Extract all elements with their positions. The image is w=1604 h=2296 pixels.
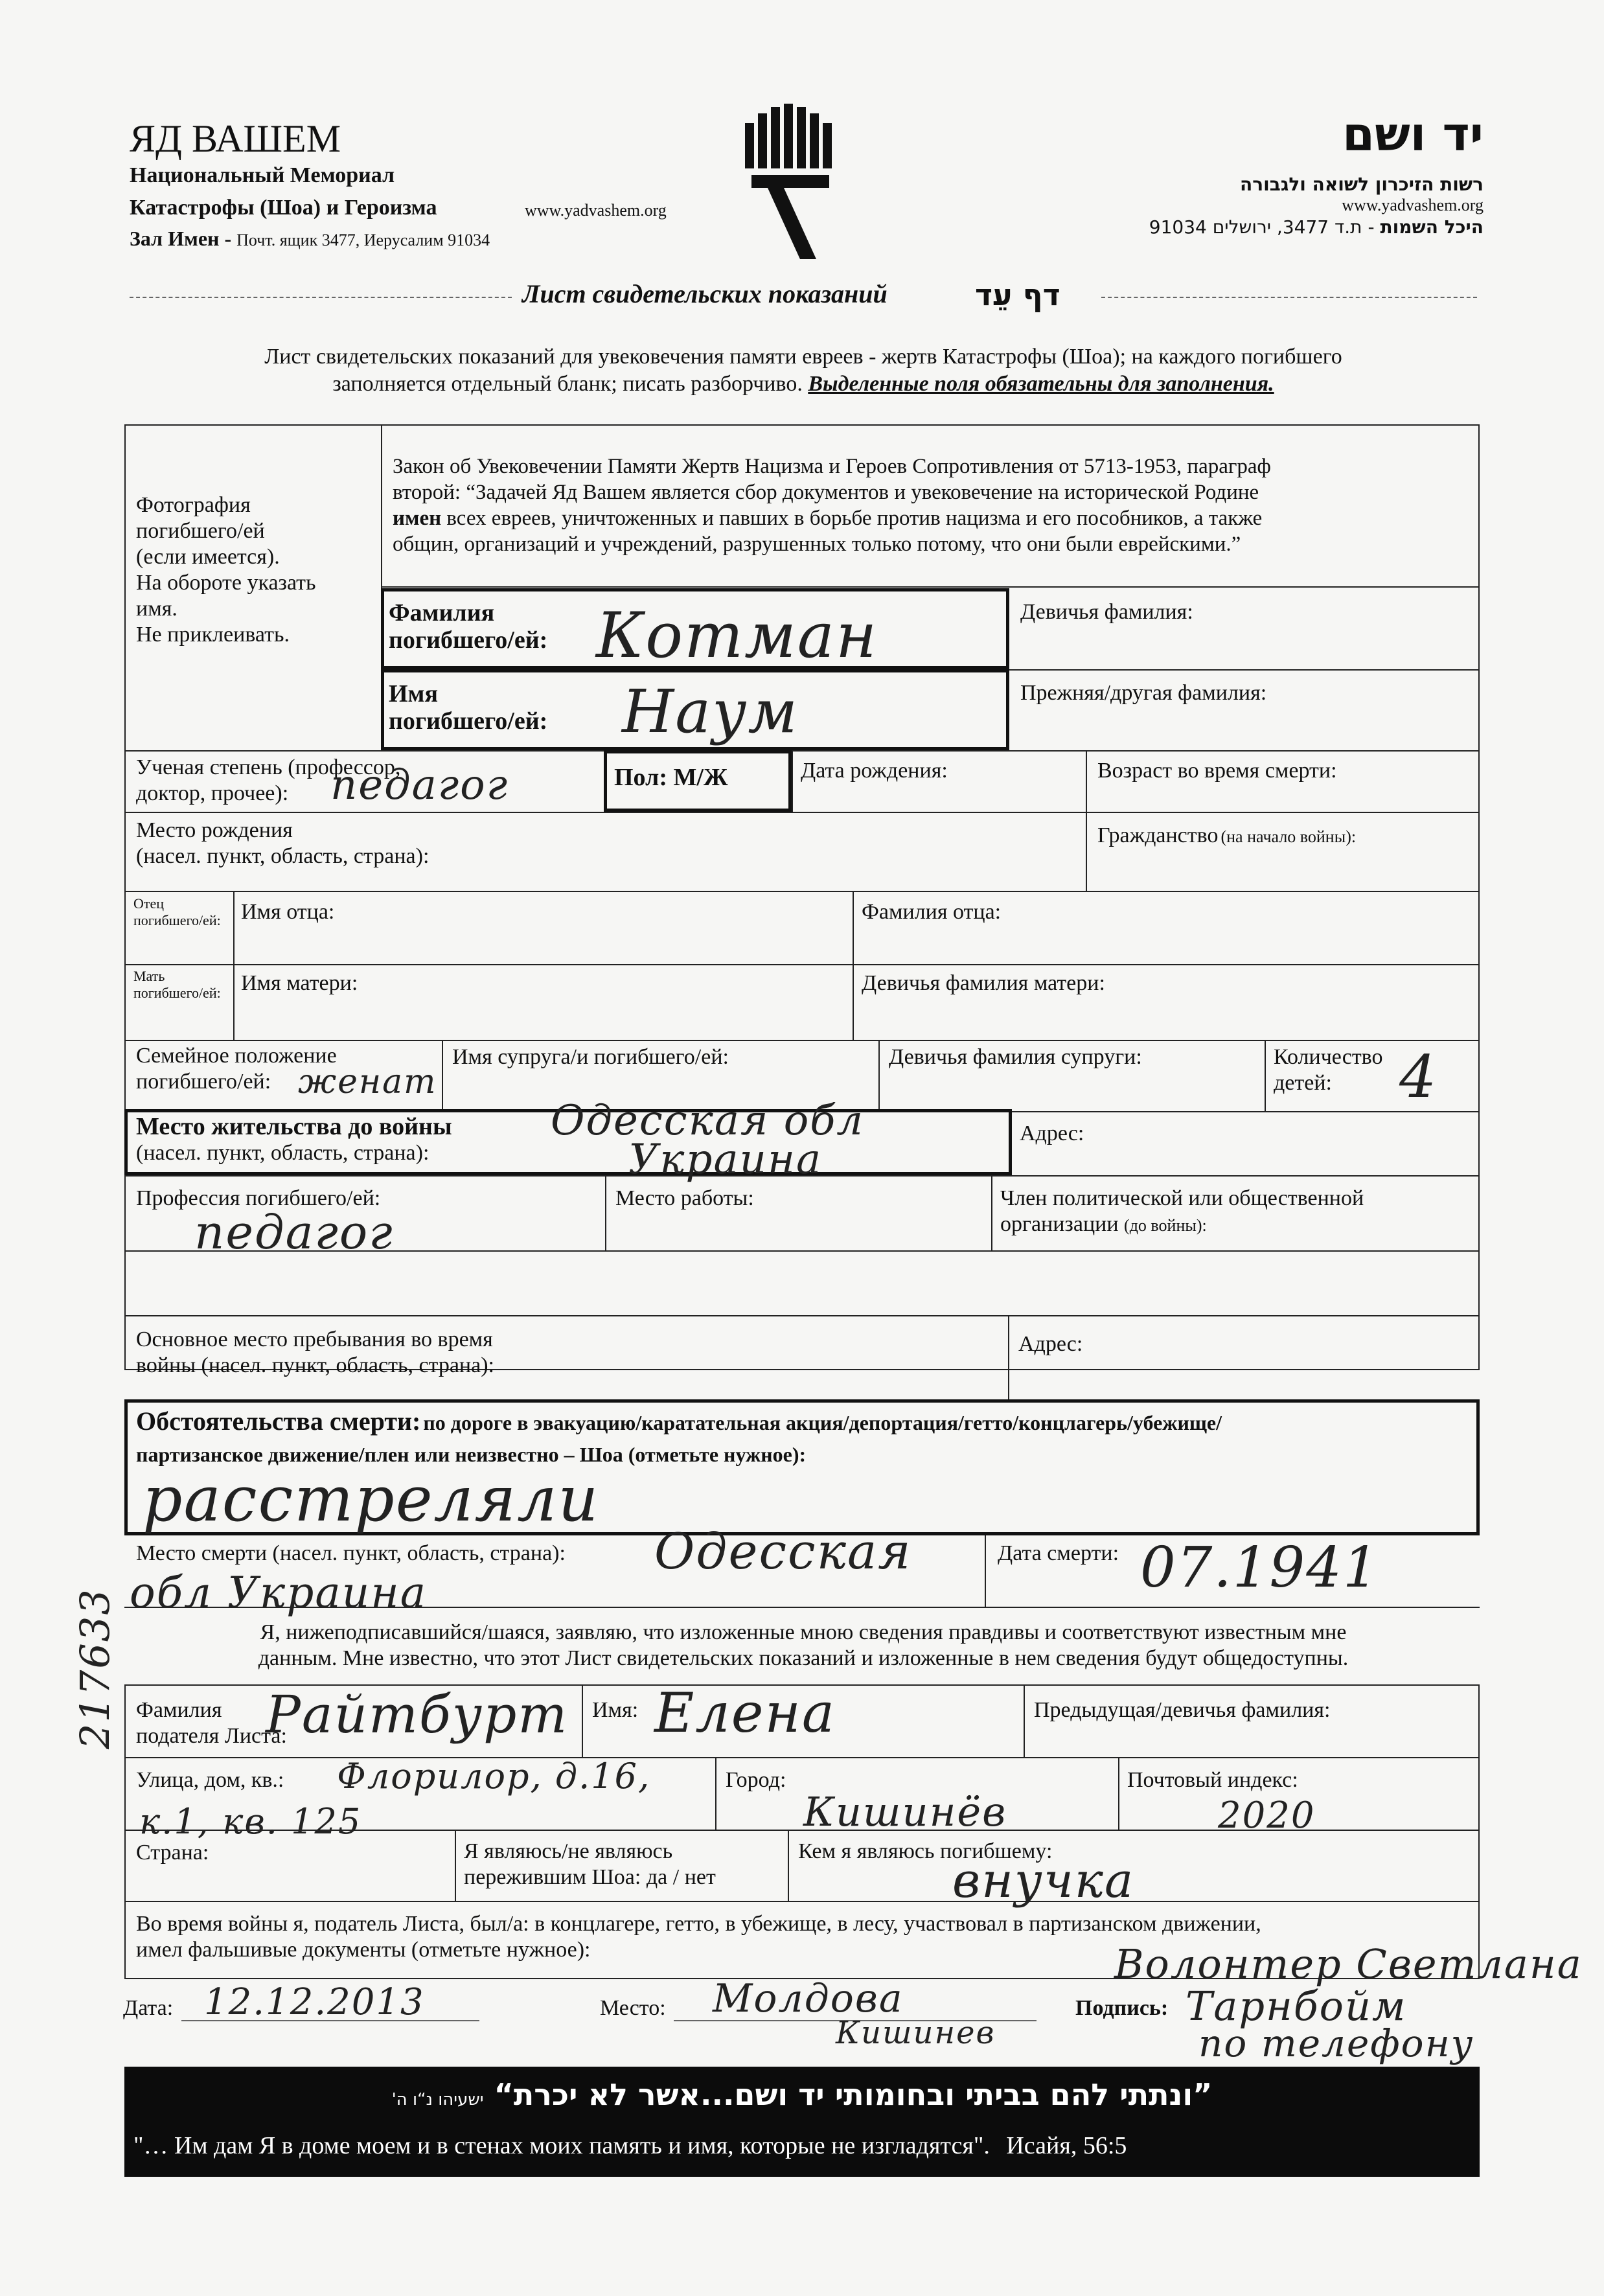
title-rule-right — [1101, 297, 1477, 298]
rule — [124, 964, 1480, 965]
children-value: 4 — [1399, 1043, 1438, 1111]
place-value-2: Кишинев — [836, 2015, 996, 2051]
dob-label: Дата рождения: — [801, 759, 948, 783]
label-line: имел фальшивые документы (отметьте нужное): — [136, 1938, 591, 1962]
label-note: (до войны): — [1124, 1216, 1207, 1235]
label-line: Фамилия — [136, 1698, 222, 1722]
label-line: погибшего/ей: — [389, 707, 548, 735]
death-date-label: Дата смерти: — [998, 1541, 1119, 1565]
submitter-surname-value: Райтбурт — [266, 1684, 569, 1745]
rule — [1118, 1757, 1119, 1830]
footer-quote-ru — [133, 2131, 1471, 2160]
he-quote: ”ונתתי להם בביתי ובחומותי יד ושם...אשר לא יכרת“ — [494, 2077, 1213, 2112]
photo-line: Фотография — [136, 493, 251, 517]
rule — [124, 891, 1480, 892]
sex-label: Пол: М/Ж — [614, 764, 728, 791]
relation-value: внучка — [952, 1853, 1135, 1909]
other-surname-label: Прежняя/другая фамилия: — [1020, 681, 1267, 705]
footer-quote-he — [124, 2077, 1480, 2112]
intro-text — [130, 343, 1477, 398]
street-label: Улица, дом, кв.: — [136, 1768, 284, 1792]
he-hall: היכל השמות — [1380, 216, 1484, 238]
photo-line: имя. — [136, 597, 178, 621]
marital-value: женат — [298, 1062, 437, 1101]
rule — [1086, 750, 1087, 891]
rule — [124, 1901, 1480, 1902]
rule — [1008, 1315, 1009, 1399]
mother-side-label: Мать погибшего/ей: — [133, 968, 221, 1001]
org-name-ru: ЯД ВАШЕМ — [130, 117, 341, 160]
label-line: подателя Листа: — [136, 1724, 287, 1748]
label-line: Количество — [1274, 1045, 1383, 1069]
rule — [124, 750, 1480, 752]
label-line: Ученая степень (профессор, — [136, 755, 401, 779]
age-at-death-label: Возраст во время смерти: — [1097, 759, 1337, 783]
zip-value: 2020 — [1218, 1795, 1316, 1837]
org-subtitle-2: Катастрофы (Шоа) и Героизма — [130, 196, 437, 220]
org-subtitle: Национальный Мемориал — [130, 163, 395, 187]
mother-name-label: Имя матери: — [241, 971, 358, 995]
law-bold-word: имен — [393, 507, 442, 530]
profession-label: Профессия погибшего/ей: — [136, 1186, 381, 1210]
submitter-prev-name-label: Предыдущая/девичья фамилия: — [1034, 1698, 1331, 1722]
hall-address: Почт. ящик 3477, Иерусалим 91034 — [236, 231, 490, 249]
father-surname-label: Фамилия отца: — [862, 900, 1002, 924]
war-address-label: Адрес: — [1018, 1332, 1083, 1356]
rule — [124, 1607, 1480, 1608]
website-left: www.yadvashem.org — [525, 201, 667, 220]
rule — [985, 1535, 986, 1607]
rule — [455, 1830, 456, 1901]
residence-address-label: Адрес: — [1020, 1121, 1084, 1145]
victim-surname-value: Котман — [596, 599, 878, 672]
residence-value-line: Украина — [628, 1136, 823, 1184]
label-line: Член политической или общественной — [1000, 1186, 1364, 1210]
label-line: (насел. пункт, область, страна): — [136, 844, 430, 868]
law-line: всех евреев, уничтоженных и павших в борьбе против нацизма и его пособников, а также — [441, 507, 1263, 530]
rule — [124, 1757, 1480, 1758]
profession-value: педагог — [194, 1205, 394, 1259]
intro-line-2: заполняется отдельный бланк; писать разборчиво. — [332, 372, 803, 396]
death-place-value-1: Одесская — [654, 1522, 912, 1580]
hall-label: Зал Имен - — [130, 227, 232, 250]
date-value: 12.12.2013 — [204, 1981, 425, 2023]
label-line: войны (насел. пункт, область, страна): — [136, 1353, 494, 1377]
residence-value-line: Одесская обл — [551, 1097, 865, 1145]
rule — [878, 1040, 880, 1111]
date-label: Дата: — [123, 1996, 174, 2020]
survivor-yes-no[interactable]: да / нет — [646, 1865, 716, 1889]
yad-vashem-logo — [739, 104, 842, 266]
law-line: общин, организаций и учреждений, разрушенных только потому, что они были еврейскими.” — [393, 533, 1241, 556]
children-label — [1274, 1044, 1383, 1096]
place-label: Место: — [600, 1996, 666, 2020]
law-line: второй: “Задачей Яд Вашем является сбор документов и увековечение на исторической Родине — [393, 481, 1259, 504]
law-line: Закон об Увековечении Памяти Жертв Нацизма и Героев Сопротивления от 5713-1953, параграф — [393, 455, 1271, 478]
death-circ-options: по дороге в эвакуацию/каратательная акция/депортация/гетто/концлагерь/убежище/ — [423, 1411, 1222, 1434]
membership-label — [1000, 1186, 1364, 1237]
submitter-name-value: Елена — [654, 1681, 836, 1745]
rule — [442, 1040, 443, 1111]
rule — [124, 1830, 1480, 1831]
street-value — [337, 1756, 650, 1797]
birthplace-label — [136, 818, 429, 869]
he-subtitle: רשות הזיכרון לשואה ולגבורה — [1240, 174, 1484, 195]
submitter-surname-label — [136, 1697, 287, 1749]
death-place-value-2: обл Украина — [130, 1568, 428, 1618]
law-text — [393, 453, 1474, 557]
maiden-name-label: Девичья фамилия: — [1020, 600, 1193, 624]
rule — [605, 1175, 606, 1250]
residence-label — [136, 1113, 452, 1166]
org-name-he: יד ושם — [1342, 107, 1484, 161]
citizenship-label: Гражданство — [1097, 823, 1219, 847]
website-right: www.yadvashem.org — [1342, 196, 1484, 214]
label-line: Фамилия — [389, 599, 495, 626]
volunteer-note-1: Волонтер Светлана — [1114, 1940, 1583, 1988]
residence-value — [551, 1097, 865, 1184]
rule — [124, 1040, 1480, 1041]
spouse-maiden-label: Девичья фамилия супруги: — [889, 1045, 1142, 1069]
photo-line: (если имеется). — [136, 545, 280, 569]
label-line: Место рождения — [136, 818, 293, 842]
label-line: Во время войны я, податель Листа, был/а: в концлагере, гетто, в убежище, в лесу, участвовал в партизанском движении, — [136, 1912, 1261, 1936]
volunteer-note-2: Тарнбойм — [1186, 1982, 1407, 2030]
survivor-label — [464, 1839, 716, 1890]
workplace-label: Место работы: — [615, 1186, 754, 1210]
relation-label: Кем я являюсь погибшему: — [798, 1839, 1053, 1863]
rule — [124, 1250, 1480, 1252]
rule — [991, 1175, 992, 1250]
label-line: Основное место пребывания во время — [136, 1327, 493, 1351]
rule — [1265, 1040, 1266, 1111]
death-circumstances-label — [136, 1407, 1471, 1467]
wartime-status-label — [136, 1911, 1261, 1963]
rule — [1009, 669, 1480, 671]
victim-surname-label — [389, 599, 547, 654]
signature-label: Подпись: — [1075, 1996, 1169, 2020]
death-circumstances-value: расстреляли — [143, 1463, 600, 1535]
rule — [582, 1684, 583, 1757]
label-line: пережившим Шоа: — [464, 1865, 641, 1889]
degree-value: педагог — [330, 761, 509, 809]
death-circ-options-2: партизанское движение/плен или неизвестно – Шоа (отметьте нужное): — [136, 1443, 807, 1466]
ru-ref: Исайя, 56:5 — [1006, 2132, 1127, 2159]
rule — [381, 586, 1480, 588]
label-line: Семейное положение — [136, 1044, 337, 1068]
title-rule-left — [130, 297, 512, 298]
photo-line: На обороте указать — [136, 571, 316, 595]
label-line: Имя — [389, 680, 438, 707]
death-circ-title: Обстоятельства смерти: — [136, 1406, 421, 1436]
death-date-value: 07.1941 — [1140, 1535, 1380, 1600]
rule — [124, 1175, 1480, 1177]
photo-line: Не приклеивать. — [136, 623, 290, 647]
place-value-1: Молдова — [713, 1976, 904, 2021]
zip-label: Почтовый индекс: — [1127, 1768, 1298, 1792]
rule — [715, 1757, 716, 1830]
label-line: погибшего/ей: — [389, 626, 548, 654]
label-line: (насел. пункт, область, страна): — [136, 1141, 430, 1165]
city-label: Город: — [726, 1768, 786, 1792]
citizenship-note: (на начало войны): — [1220, 827, 1357, 846]
declaration-line: Я, нижеподписавшийся/шаяся, заявляю, что изложенные мною сведения правдивы и соответствуют известным мне — [260, 1620, 1347, 1644]
declaration-text — [130, 1620, 1477, 1671]
city-value: Кишинёв — [803, 1788, 1007, 1835]
rule — [1024, 1684, 1025, 1757]
rule — [233, 891, 235, 1040]
rule — [788, 1830, 789, 1901]
he-ref: ישעיהו נ“ו ה' — [391, 2090, 484, 2109]
label-line: Я являюсь/не являюсь — [464, 1839, 673, 1863]
country-label: Страна: — [136, 1841, 209, 1865]
war-place-label — [136, 1327, 494, 1379]
rule — [792, 750, 793, 812]
rule — [124, 812, 1480, 813]
street-value-2: к.1, кв. 125 — [139, 1801, 362, 1842]
death-place-label: Место смерти (насел. пункт, область, страна): — [136, 1541, 566, 1565]
father-name-label: Имя отца: — [241, 900, 335, 924]
intro-line-1: Лист свидетельских показаний для увековечения памяти евреев - жертв Катастрофы (Шоа); на каждого погибшего — [264, 345, 1342, 369]
photo-line: погибшего/ей — [136, 519, 265, 543]
spouse-name-label: Имя супруга/и погибшего/ей: — [452, 1045, 729, 1069]
photo-box-text — [136, 492, 376, 648]
submitter-name-label: Имя: — [592, 1698, 639, 1722]
label-line: организации — [1000, 1212, 1119, 1236]
rule — [853, 891, 854, 1040]
father-side-label: Отец погибшего/ей: — [133, 895, 221, 928]
victim-firstname-value: Наум — [622, 677, 799, 746]
label-line: детей: — [1274, 1071, 1332, 1095]
rule — [124, 1315, 1480, 1316]
street-value-line: Флорилор, д.16, — [337, 1756, 651, 1797]
form-title-he: דף עֵד — [975, 277, 1060, 312]
form-title: Лист свидетельских показаний — [522, 279, 888, 308]
victim-firstname-label — [389, 680, 547, 735]
label-line: Место жительства до войны — [136, 1113, 452, 1140]
label-line: доктор, прочее): — [136, 781, 289, 805]
mother-maiden-label: Девичья фамилия матери: — [862, 971, 1105, 995]
volunteer-note-3: по телефону — [1198, 2021, 1474, 2065]
archive-number: 217633 — [71, 1588, 119, 1749]
declaration-line: данным. Мне известно, что этот Лист свидетельских показаний и изложенные в нем сведения будут общедоступны. — [258, 1646, 1349, 1670]
intro-emphasis: Выделенные поля обязательны для заполнения. — [808, 372, 1274, 396]
ru-quote: "… Им дам Я в доме моем и в стенах моих память и имя, которые не изгладятся". — [133, 2132, 990, 2159]
he-address: - ת.ד 3477, ירושלים 91034 — [1149, 216, 1375, 238]
footer-band — [124, 2067, 1480, 2177]
label-line: погибшего/ей: — [136, 1070, 271, 1094]
